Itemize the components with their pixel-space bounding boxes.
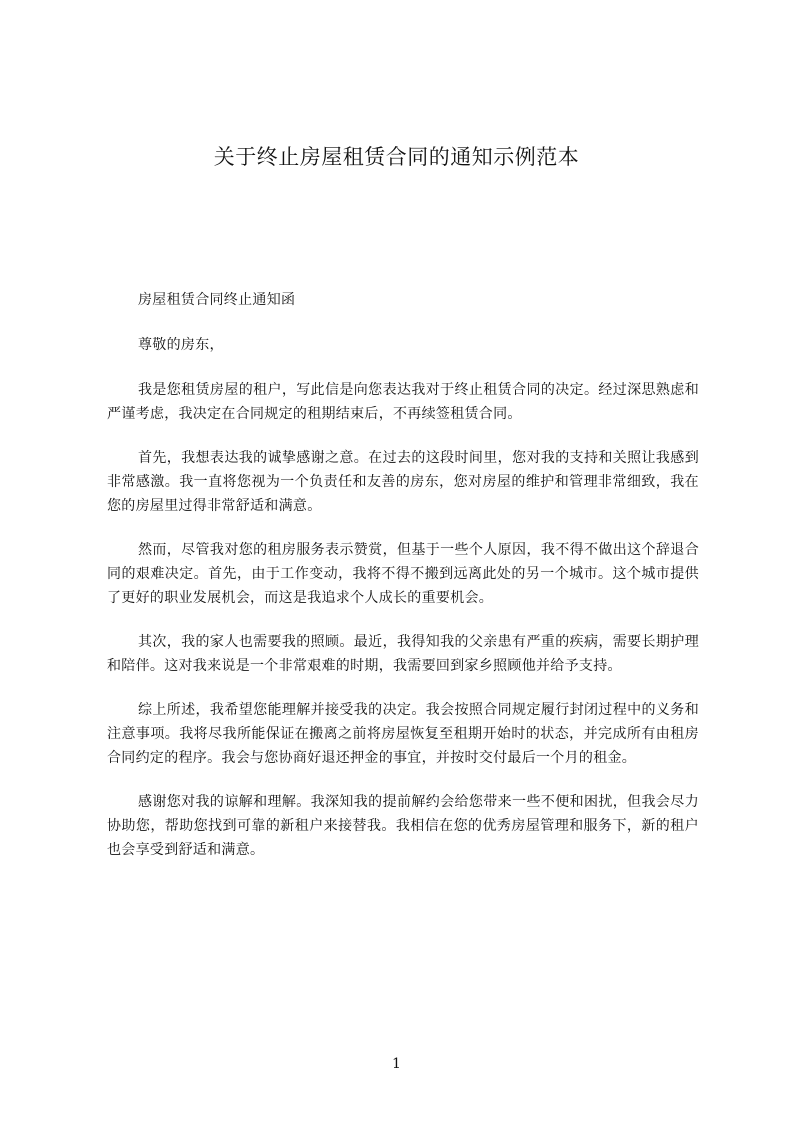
document-body: [107, 288, 699, 882]
document-title: 关于终止房屋租赁合同的通知示例范本: [213, 145, 580, 169]
paragraph-summary: 综上所述，我希望您能理解并接受我的决定。我会按照合同规定履行封闭过程中的义务和注意事项。我将尽我所能保证在搬离之前将房屋恢复至租期开始时的状态，并完成所有由租房合同约定的程序。我会与您协商好退还押金的事宜，并按时交付最后一个月的租金。: [107, 702, 699, 766]
paragraph-heading: 房屋租赁合同终止通知函: [138, 292, 296, 308]
paragraph-intro: 我是您租赁房屋的租户，写此信是向您表达我对于终止租赁合同的决定。经过深思熟虑和严谨考虑，我决定在合同规定的租期结束后，不再续签租赁合同。: [107, 382, 699, 422]
paragraph-closing: 感谢您对我的谅解和理解。我深知我的提前解约会给您带来一些不便和困扰，但我会尽力协助您，帮助您找到可靠的新租户来接替我。我相信在您的优秀房屋管理和服务下，新的租户也会享受到舒适和满意。: [107, 794, 699, 858]
paragraph-reason-family: 其次，我的家人也需要我的照顾。最近，我得知我的父亲患有严重的疾病，需要长期护理和陪伴。这对我来说是一个非常艰难的时期，我需要回到家乡照顾他并给予支持。: [107, 634, 699, 674]
page-number: 1: [392, 1056, 401, 1072]
paragraph-reason-work: 然而，尽管我对您的租房服务表示赞赏，但基于一些个人原因，我不得不做出这个辞退合同的艰难决定。首先，由于工作变动，我将不得不搬到远离此处的另一个城市。这个城市提供了更好的职业发展机会，而这是我追求个人成长的重要机会。: [107, 542, 699, 606]
paragraph-thanks: 首先，我想表达我的诚挚感谢之意。在过去的这段时间里，您对我的支持和关照让我感到非常感激。我一直将您视为一个负责任和友善的房东，您对房屋的维护和管理非常细致，我在您的房屋里过得非常舒适和满意。: [107, 450, 699, 514]
paragraph-salutation: 尊敬的房东，: [138, 337, 224, 353]
